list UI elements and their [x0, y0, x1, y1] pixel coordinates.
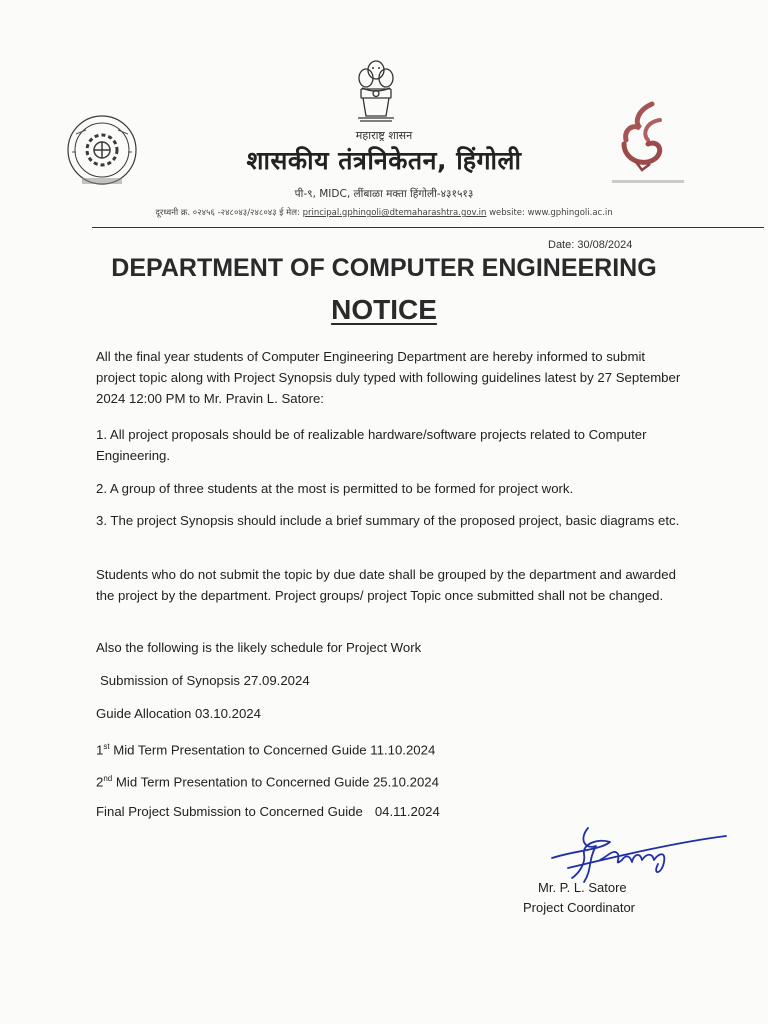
schedule-guide-allocation: Guide Allocation 03.10.2024 — [96, 706, 261, 721]
guideline-item: 2. A group of three students at the most is permitted to be formed for project work. — [96, 481, 574, 496]
schedule-text: Mid Term Presentation to Concerned Guide 25.10.2024 — [112, 774, 439, 790]
government-line: महाराष्ट्र शासन — [355, 129, 413, 142]
schedule-text: Final Project Submission to Concerned Guide — [96, 804, 363, 819]
guideline-item: 1. All project proposals should be of realizable hardware/software projects related to Computer Engineering. — [96, 427, 647, 463]
schedule-mid-term-2 — [96, 768, 439, 792]
ordinal-suffix: st — [103, 742, 110, 751]
notice-title-text: NOTICE — [331, 294, 437, 325]
college-gear-logo-icon — [62, 112, 142, 190]
institution-name: शासकीय तंत्रनिकेतन, हिंगोली — [246, 146, 522, 175]
warning-paragraph: Students who do not submit the topic by due date shall be grouped by the department and awarded the project by the department. Project groups/ project Topic once submitted shall not be changed. — [96, 567, 676, 603]
department-title: DEPARTMENT OF COMPUTER ENGINEERING — [111, 254, 657, 282]
guideline-item: 3. The project Synopsis should include a brief summary of the proposed project, basic diagrams etc. — [96, 513, 680, 528]
notice-title — [0, 294, 768, 326]
signatory-name: Mr. P. L. Satore — [538, 880, 627, 895]
contact-email: principal.gphingoli@dtemaharashtra.gov.in — [302, 208, 487, 218]
schedule-date: 04.11.2024 — [374, 804, 440, 819]
contact-phone: दूरध्वनी क्र. ०२४५६ -२४८०४३/२४८०४३ ई मेल: — [155, 208, 300, 218]
intro-paragraph: All the final year students of Computer Engineering Department are hereby informed to submit project topic along with Project Synopsis duly typed with following guidelines latest by 27 September 2024 12:00 PM to Mr. Pravin L. Satore: — [96, 349, 681, 406]
institution-address: पी-९, MIDC, लींबाळा मक्ता हिंगोली-४३१५१३ — [294, 188, 474, 200]
schedule-synopsis: Submission of Synopsis 27.09.2024 — [100, 673, 310, 688]
ordinal-suffix: nd — [103, 774, 113, 783]
schedule-heading: Also the following is the likely schedule for Project Work — [96, 640, 422, 655]
swirl-logo-icon — [602, 98, 694, 190]
schedule-mid-term-1 — [96, 736, 435, 760]
ashoka-emblem-icon — [354, 58, 398, 124]
notice-date: Date: 30/08/2024 — [548, 239, 633, 251]
contact-website: website: www.gphingoli.ac.in — [489, 208, 613, 218]
schedule-final-submission — [96, 801, 440, 822]
institution-contact — [0, 207, 768, 218]
signatory-role: Project Coordinator — [523, 900, 635, 915]
letterhead-divider — [92, 227, 764, 228]
schedule-text: Mid Term Presentation to Concerned Guide 11.10.2024 — [109, 742, 436, 758]
ordinal-number: 2 — [96, 774, 104, 790]
ordinal-number: 1 — [96, 742, 104, 758]
